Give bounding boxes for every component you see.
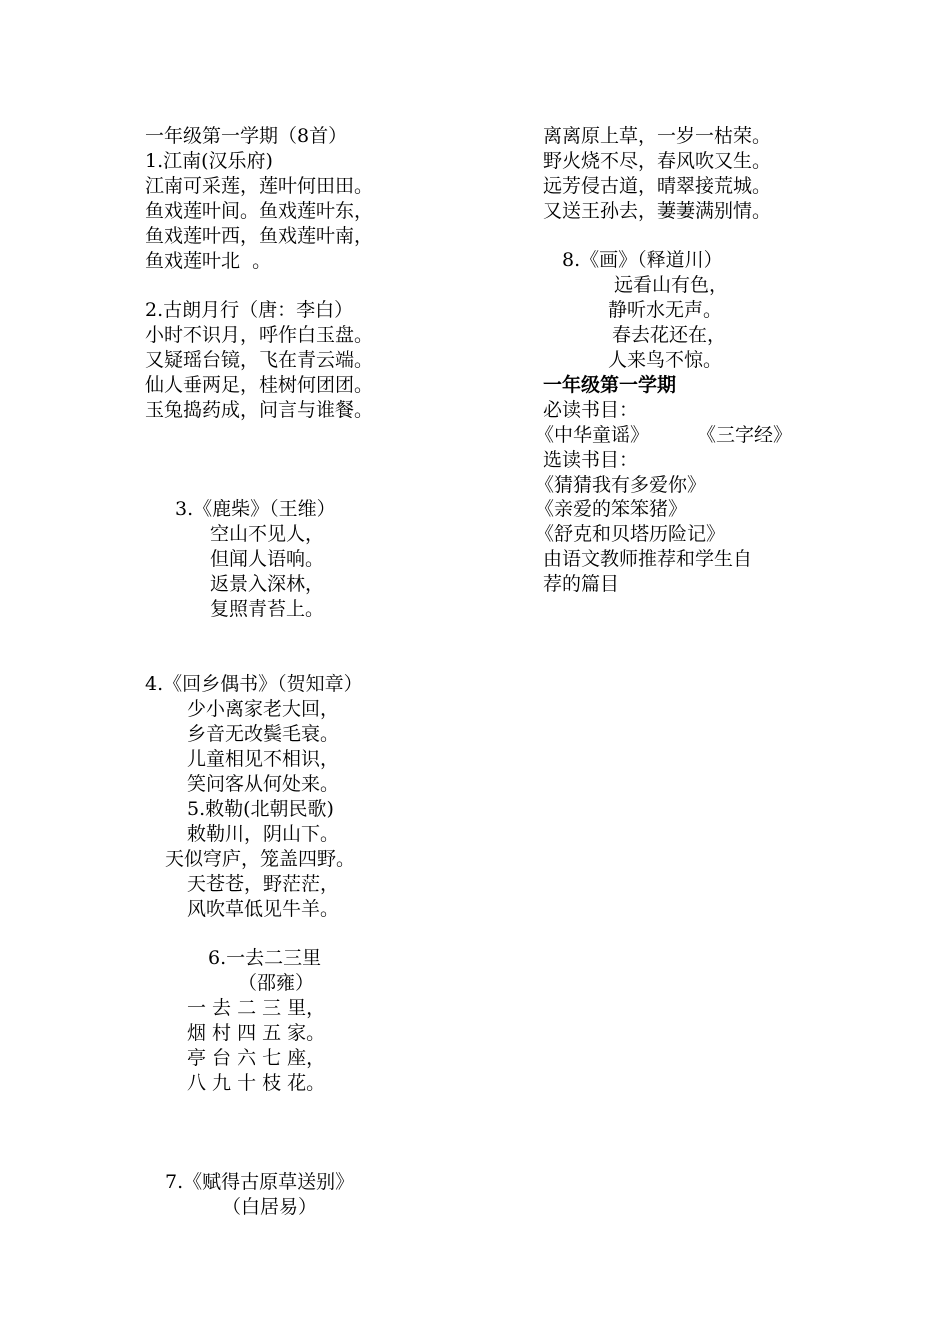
poem-line: 鱼戏莲叶西，鱼戏莲叶南， [145, 225, 374, 247]
optional-book: 《亲爱的笨笨猪》 [535, 498, 688, 520]
required-books-label: 必读书目： [543, 399, 639, 421]
poem-title: 6.一去二三里 [208, 947, 322, 969]
poem-line: 八 九 十 枝 花。 [187, 1072, 326, 1094]
poem-title: 5.敕勒(北朝民歌) [187, 798, 334, 820]
poem-line: 离离原上草，一岁一枯荣。 [543, 125, 772, 147]
poem-line: 鱼戏莲叶北 。 [145, 250, 272, 272]
poem-line: 烟 村 四 五 家。 [187, 1022, 326, 1044]
optional-book: 《猜猜我有多爱你》 [535, 474, 707, 496]
poem-title: 7.《赋得古原草送别》 [165, 1171, 355, 1193]
poem-line: 远芳侵古道，晴翠接荒城。 [543, 175, 772, 197]
poem-line: 春去花还在， [612, 324, 727, 346]
poem-line: 但闻人语响。 [210, 548, 325, 570]
poem-line: 一 去 二 三 里， [187, 997, 326, 1019]
poem-author: （白居易） [222, 1196, 318, 1218]
poem-line: 返景入深林， [210, 573, 325, 595]
poem-line: 乡音无改鬓毛衰。 [187, 723, 340, 745]
optional-books-label: 选读书目： [543, 449, 639, 471]
optional-book: 《舒克和贝塔历险记》 [535, 523, 726, 545]
poem-line: 空山不见人， [210, 523, 325, 545]
poem-line: 玉兔捣药成，问言与谁餐。 [145, 399, 374, 421]
poem-author: （邵雍） [238, 972, 315, 994]
poem-line: 天苍苍，野茫茫， [187, 873, 340, 895]
poem-title: 2.古朗月行（唐：李白） [145, 299, 354, 321]
poem-line: 儿童相见不相识， [187, 748, 340, 770]
poem-line: 远看山有色， [614, 274, 729, 296]
poem-line: 仙人垂两足，桂树何团团。 [145, 374, 374, 396]
poem-title: 1.江南(汉乐府) [145, 150, 273, 172]
poem-line: 江南可采莲，莲叶何田田。 [145, 175, 374, 197]
poem-title: 8.《画》（释道川） [562, 249, 723, 271]
poem-line: 笑问客从何处来。 [187, 773, 340, 795]
poem-line: 小时不识月，呼作白玉盘。 [145, 324, 374, 346]
poem-line: 鱼戏莲叶间。鱼戏莲叶东， [145, 200, 374, 222]
poem-line: 风吹草低见牛羊。 [187, 898, 340, 920]
poem-line: 复照青苔上。 [210, 598, 325, 620]
poem-title: 3.《鹿柴》（王维） [175, 498, 336, 520]
teacher-note: 由语文教师推荐和学生自 [543, 548, 753, 570]
poem-line: 人来鸟不惊。 [608, 349, 723, 371]
reading-list-heading: 一年级第一学期 [543, 374, 677, 396]
required-book: 《中华童谣》 [535, 424, 650, 446]
required-book: 《三字经》 [697, 424, 793, 446]
poem-line: 野火烧不尽，春风吹又生。 [543, 150, 772, 172]
poem-line: 静听水无声。 [608, 299, 723, 321]
semester-heading: 一年级第一学期（8首） [145, 125, 348, 147]
poem-title: 4.《回乡偶书》（贺知章） [145, 673, 363, 695]
poem-line: 又送王孙去，萋萋满别情。 [543, 200, 772, 222]
poem-line: 又疑瑶台镜，飞在青云端。 [145, 349, 374, 371]
poem-line: 亭 台 六 七 座， [187, 1047, 326, 1069]
teacher-note: 荐的篇目 [543, 573, 620, 595]
poem-line: 敕勒川，阴山下。 [187, 823, 340, 845]
poem-line: 少小离家老大回， [187, 698, 340, 720]
poem-line: 天似穹庐，笼盖四野。 [165, 848, 356, 870]
